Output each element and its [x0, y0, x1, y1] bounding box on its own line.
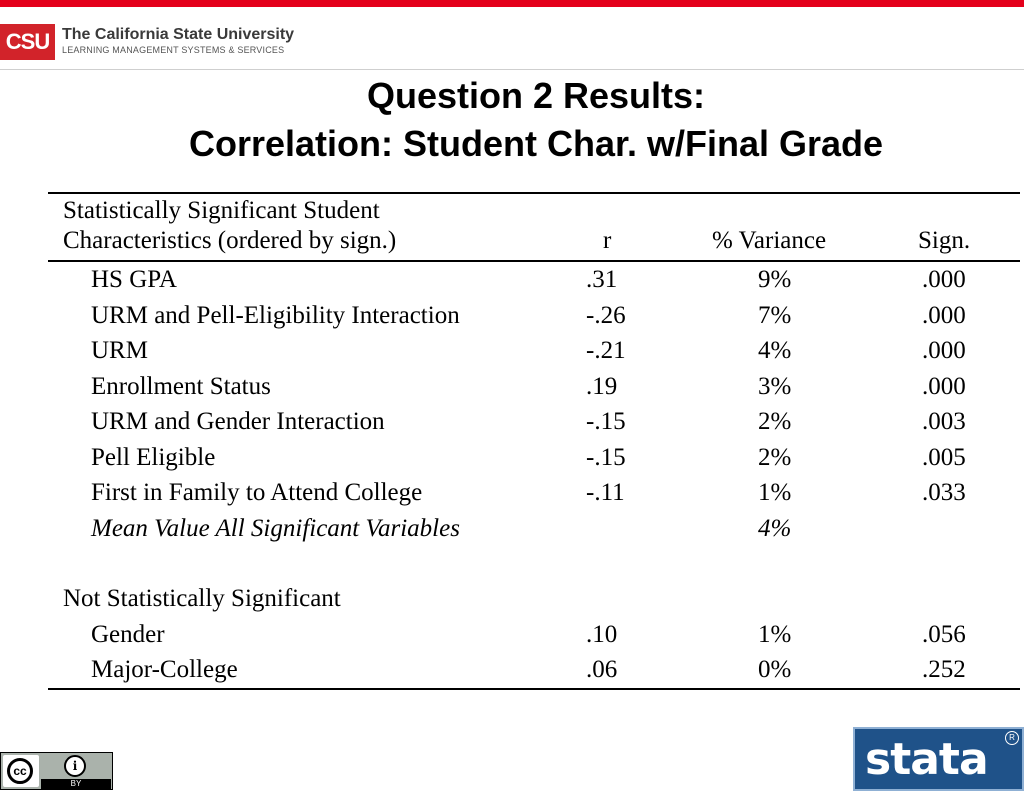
table-row: [48, 333, 1020, 369]
org-name: The California State University: [62, 26, 295, 43]
org-branding: [62, 26, 294, 56]
stata-logo-text: stata: [865, 734, 988, 785]
title-line-1: Question 2 Results:: [366, 75, 706, 116]
row-variance: 7%: [758, 301, 792, 329]
mean-row-label: Mean Value All Significant Variables: [91, 514, 460, 542]
row-label: URM and Pell-Eligibility Interaction: [91, 301, 460, 329]
row-variance: 4%: [758, 337, 792, 364]
row-variance: 1%: [758, 620, 792, 648]
row-variance: 9%: [758, 266, 792, 293]
row-sign: .005: [922, 443, 966, 471]
section-spacer: [48, 546, 1020, 581]
column-header-r: r: [603, 227, 612, 254]
row-sign: .056: [922, 620, 966, 648]
table-row: [48, 475, 1020, 511]
row-label: URM: [91, 337, 148, 364]
column-header-sign: Sign.: [918, 227, 971, 254]
row-variance: 0%: [758, 656, 792, 683]
row-r: -.11: [586, 479, 625, 506]
row-label: Major-College: [91, 656, 238, 683]
table-row: [48, 298, 1020, 334]
row-r: -.15: [586, 408, 626, 435]
row-label: HS GPA: [91, 266, 177, 293]
cc-circle-icon: cc: [7, 758, 33, 784]
row-label: Enrollment Status: [91, 372, 271, 400]
table-row: [48, 369, 1020, 405]
table-row: [48, 617, 1020, 653]
header-divider: [0, 69, 1024, 70]
row-sign: .000: [922, 301, 966, 329]
org-subtitle: LEARNING MANAGEMENT SYSTEMS & SERVICES: [62, 45, 285, 55]
row-r: -.26: [586, 301, 626, 329]
table-row: [48, 652, 1020, 688]
registered-icon: R: [1005, 731, 1019, 745]
row-r: -.21: [586, 337, 626, 364]
row-sign: .000: [922, 337, 966, 364]
row-variance: 2%: [758, 443, 792, 471]
row-label: Gender: [91, 620, 165, 648]
row-sign: .003: [922, 408, 966, 435]
row-label: First in Family to Attend College: [91, 479, 423, 506]
cc-by-label: BY: [41, 779, 111, 789]
row-sign: .252: [922, 656, 966, 683]
row-r: .19: [586, 372, 618, 400]
person-icon: i: [64, 755, 86, 777]
top-accent-bar: [0, 0, 1024, 7]
row-variance: 3%: [758, 372, 792, 400]
table-row: [48, 262, 1020, 298]
mean-row-variance: 4%: [758, 514, 792, 542]
table-row: [48, 440, 1020, 476]
cc-badge-left: [3, 755, 39, 787]
table-row: [48, 404, 1020, 440]
results-table: [48, 192, 1020, 690]
row-label: Pell Eligible: [91, 443, 216, 471]
csu-logo-mark: CSU: [5, 29, 50, 54]
row-r: .06: [586, 656, 618, 683]
table-header: [48, 194, 1020, 260]
not-significant-label: Not Statistically Significant: [63, 585, 341, 612]
table-bottom-rule: [48, 688, 1020, 690]
row-sign: .000: [922, 372, 966, 400]
row-variance: 1%: [758, 479, 792, 506]
row-sign: .033: [922, 479, 966, 506]
creative-commons-by-icon: [0, 752, 113, 790]
row-r: -.15: [586, 443, 626, 471]
row-sign: .000: [922, 266, 966, 293]
row-variance: 2%: [758, 408, 792, 435]
not-significant-heading: [48, 581, 1020, 617]
title-line-2: Correlation: Student Char. w/Final Grade: [188, 123, 884, 164]
mean-row: [48, 511, 1020, 547]
row-r: .31: [586, 266, 618, 293]
csu-logo: [0, 24, 55, 60]
stata-logo: [853, 727, 1024, 791]
row-r: .10: [586, 620, 618, 648]
column-header-variance: % Variance: [712, 227, 827, 254]
slide-title: [0, 72, 1024, 168]
row-label: URM and Gender Interaction: [91, 408, 385, 435]
significant-rows: [48, 262, 1020, 546]
header-label-line-1: Statistically Significant Student: [63, 197, 380, 224]
header-label-line-2: Characteristics (ordered by sign.): [63, 227, 397, 254]
